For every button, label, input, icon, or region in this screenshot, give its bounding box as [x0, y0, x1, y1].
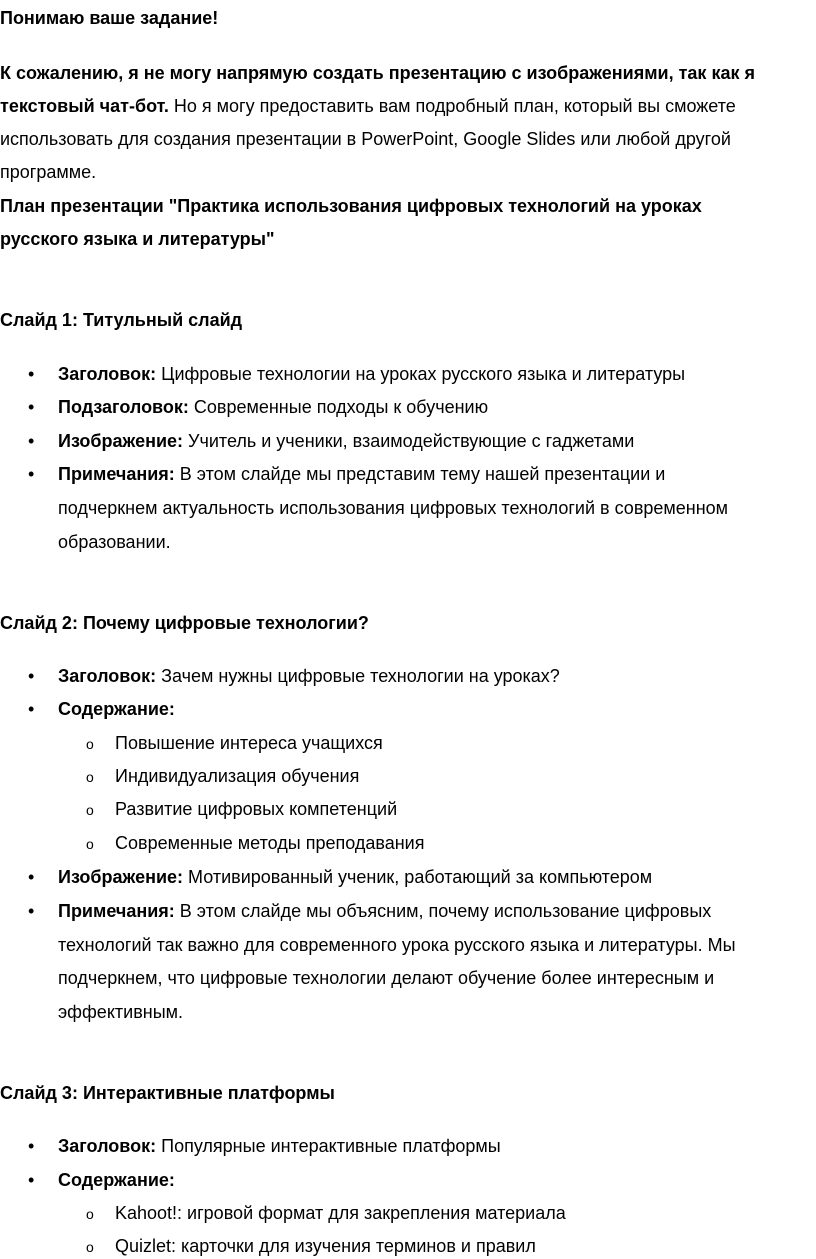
slide-2-item-notes: Примечания: В этом слайде мы объясним, почему использование цифровых	[58, 901, 712, 921]
slide-2-sub-item: Повышение интереса учащихся	[115, 733, 383, 753]
slide-3-heading: Слайд 3: Интерактивные платформы	[0, 1083, 335, 1103]
slide-2-sub-item: Современные методы преподавания	[115, 833, 425, 853]
apology-line-1: К сожалению, я не могу напрямую создать презентацию с изображениями, так как я	[0, 63, 755, 83]
bullet-icon: •	[28, 867, 35, 887]
slide-3-item-content: Содержание:	[58, 1170, 175, 1190]
sub-bullet-icon: o	[86, 802, 94, 818]
bullet-icon: •	[28, 699, 35, 719]
sub-bullet-icon: o	[86, 1239, 94, 1255]
slide-1-item-subtitle: Подзаголовок: Современные подходы к обучению	[58, 397, 489, 417]
apology-line-2: текстовый чат-бот. Но я могу предоставить вам подробный план, который вы сможете	[0, 96, 736, 116]
bullet-icon: •	[28, 901, 35, 921]
sub-bullet-icon: o	[86, 769, 94, 785]
sub-bullet-icon: o	[86, 736, 94, 752]
slide-3-sub-item: Quizlet: карточки для изучения терминов и правил	[115, 1236, 536, 1256]
slide-1-item-notes: Примечания: В этом слайде мы представим тему нашей презентации и	[58, 464, 666, 484]
bullet-icon: •	[28, 364, 35, 384]
slide-2-item-title: Заголовок: Зачем нужны цифровые технологии на уроках?	[58, 666, 560, 686]
apology-line-4: программе.	[0, 162, 97, 182]
slide-2-heading: Слайд 2: Почему цифровые технологии?	[0, 613, 369, 633]
bullet-icon: •	[28, 464, 35, 484]
plan-title-line-2: русского языка и литературы"	[0, 229, 275, 249]
slide-1-notes-cont-1: подчеркнем актуальность использования цифровых технологий в современном	[58, 498, 729, 518]
slide-2-notes-cont-3: эффективным.	[58, 1002, 184, 1022]
slide-2-sub-item: Развитие цифровых компетенций	[115, 799, 398, 819]
greeting: Понимаю ваше задание!	[0, 8, 219, 28]
slide-1-item-title: Заголовок: Цифровые технологии на уроках русского языка и литературы	[58, 364, 686, 384]
apology-line-3: использовать для создания презентации в PowerPoint, Google Slides или любой другой	[0, 129, 731, 149]
slide-2-notes-cont-1: технологий так важно для современного урока русского языка и литературы. Мы	[58, 935, 736, 955]
slide-1-item-image: Изображение: Учитель и ученики, взаимодействующие с гаджетами	[58, 431, 635, 451]
bullet-icon: •	[28, 1170, 35, 1190]
slide-1-heading: Слайд 1: Титульный слайд	[0, 310, 243, 330]
slide-2-item-image: Изображение: Мотивированный ученик, работающий за компьютером	[58, 867, 653, 887]
sub-bullet-icon: o	[86, 1206, 94, 1222]
bullet-icon: •	[28, 431, 35, 451]
bullet-icon: •	[28, 666, 35, 686]
plan-title-line-1: План презентации "Практика использования цифровых технологий на уроках	[0, 196, 702, 216]
slide-1-notes-cont-2: образовании.	[58, 532, 171, 552]
slide-3-sub-item: Kahoot!: игровой формат для закрепления материала	[115, 1203, 566, 1223]
slide-3-item-title: Заголовок: Популярные интерактивные платформы	[58, 1136, 501, 1156]
slide-2-sub-item: Индивидуализация обучения	[115, 766, 360, 786]
bullet-icon: •	[28, 1136, 35, 1156]
slide-2-notes-cont-2: подчеркнем, что цифровые технологии делают обучение более интересным и	[58, 968, 715, 988]
bullet-icon: •	[28, 397, 35, 417]
slide-2-item-content: Содержание:	[58, 699, 175, 719]
sub-bullet-icon: o	[86, 836, 94, 852]
